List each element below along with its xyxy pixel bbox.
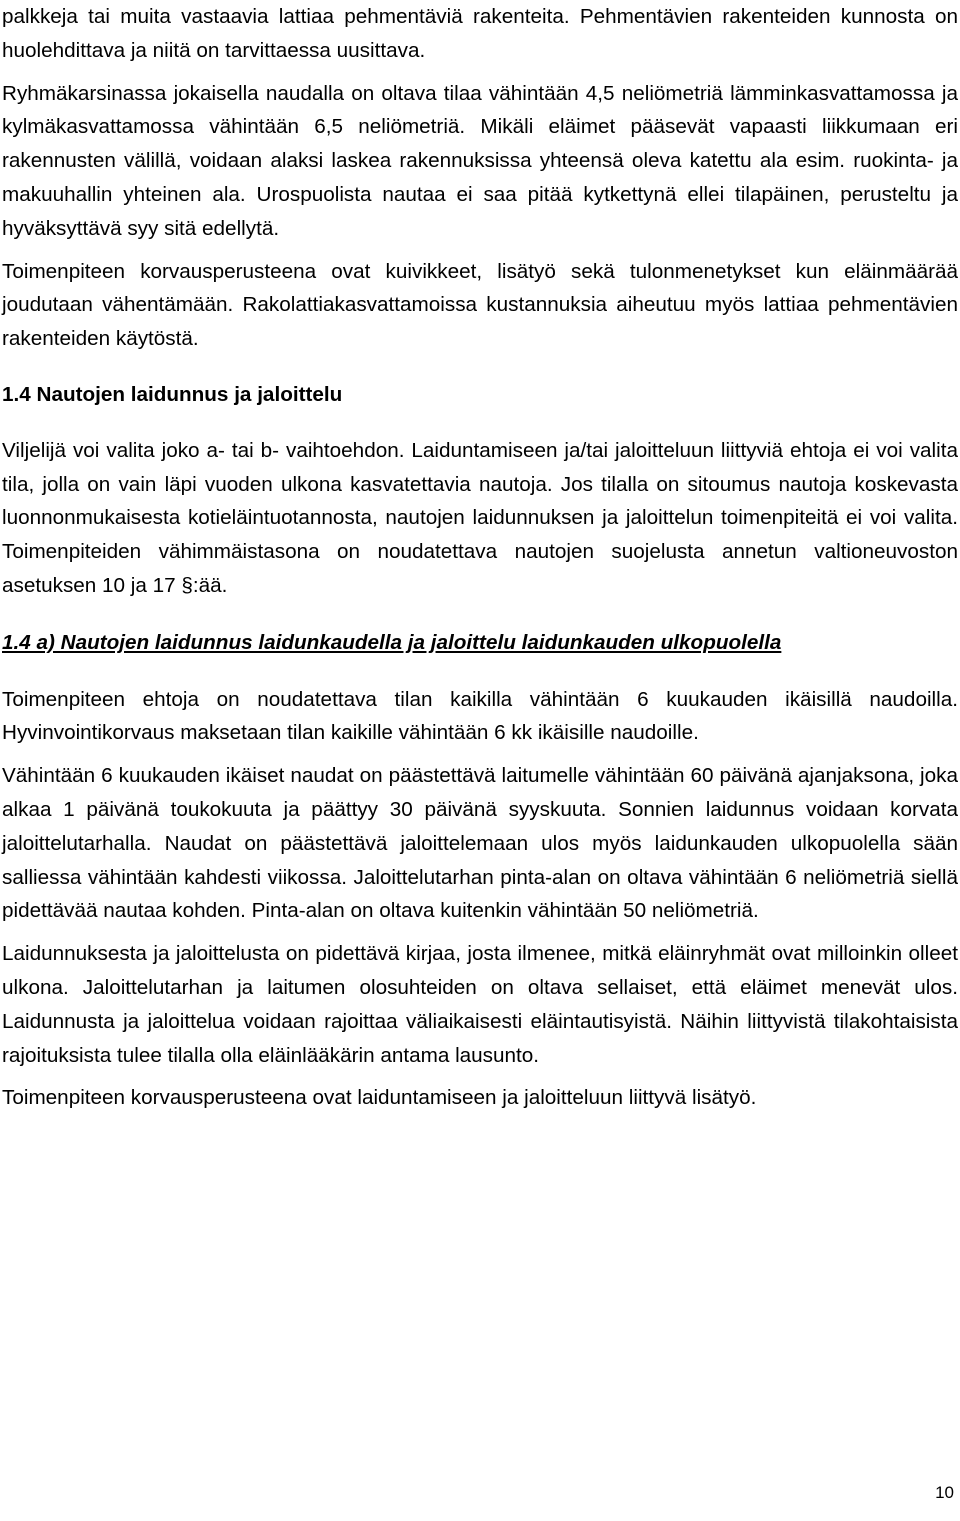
paragraph-record-keeping: Laidunnuksesta ja jaloittelusta on pidettävä kirjaa, josta ilmenee, mitkä eläinryhmät ovat milloinkin olleet ulkona. Jaloittelutarhan ja laitumen olosuhteiden on oltava sellaiset, että eläimet menevät ulos. Laidunnusta ja jaloittelua voidaan rajoittaa väliaikaisesti eläintautisyistä. Näihin liittyvistä tilakohtaisista rajoituksista tulee tilalla olla eläinlääkärin antama lausunto. xyxy=(2,942,958,1067)
paragraph-grazing-requirements: Vähintään 6 kuukauden ikäiset naudat on päästettävä laitumelle vähintään 60 päivänä ajanjaksona, joka alkaa 1 päivänä toukokuuta ja päättyy 30 päivänä syyskuuta. Sonnien laidunnus voidaan korvata jaloittelutarhalla. Naudat on päästettävä jaloittelemaan ulos myös laidunkauden ulkopuolella sään salliessa vähintään kahdesti viikossa. Jaloittelutarhan pinta-alan on oltava vähintään 6 neliömetriä siellä pidettävää nautaa kohden. Pinta-alan on oltava kuitenkin vähintään 50 neliömetriä. xyxy=(2,764,958,923)
document-page xyxy=(2,0,958,1115)
paragraph-compensation-grazing: Toimenpiteen korvausperusteena ovat laiduntamiseen ja jaloitteluun liittyvä lisätyö. xyxy=(2,1086,757,1110)
paragraph-softening-structures: palkkeja tai muita vastaavia lattiaa pehmentäviä rakenteita. Pehmentävien rakenteiden kunnosta on huolehdittava ja niitä on tarvittaessa uusittava. xyxy=(2,5,958,62)
page-number: 10 xyxy=(935,1483,954,1502)
paragraph-compensation-basis: Toimenpiteen korvausperusteena ovat kuivikkeet, lisätyö sekä tulonmenetykset kun eläinmäärää joudutaan vähentämään. Rakolattiakasvattamoissa kustannuksia aiheutuu myös lattiaa pehmentävien rakenteiden käytöstä. xyxy=(2,259,958,351)
section-heading-1-4a: 1.4 a) Nautojen laidunnus laidunkaudella ja jaloittelu laidunkauden ulkopuolella xyxy=(2,630,782,654)
paragraph-conditions-scope: Toimenpiteen ehtoja on noudatettava tilan kaikilla vähintään 6 kuukauden ikäisillä naudoilla. Hyvinvointikorvaus maksetaan tilan kaikille vähintään 6 kk ikäisille naudoille. xyxy=(2,687,958,745)
section-heading-1-4: 1.4 Nautojen laidunnus ja jaloittelu xyxy=(2,382,343,406)
paragraph-group-pen-area: Ryhmäkarsinassa jokaisella naudalla on oltava tilaa vähintään 4,5 neliömetriä lämminkasvattamossa ja kylmäkasvattamossa vähintään 6,5 neliömetriä. Mikäli eläimet pääsevät vapaasti liikkumaan eri rakennusten välillä, voidaan alaksi laskea rakennuksissa yhteensä oleva katettu ala esim. ruokinta- ja makuuhallin yhteinen ala. Urospuolista nautaa ei saa pitää kytkettynä ellei tilapäinen, perusteltu ja hyväksyttävä syy sitä edellytä. xyxy=(2,81,958,240)
paragraph-option-choice: Viljelijä voi valita joko a- tai b- vaihtoehdon. Laiduntamiseen ja/tai jaloitteluun liittyviä ehtoja ei voi valita tila, jolla on vain läpi vuoden ulkona kasvatettavia nautoja. Jos tilalla on sitoumus nautoja koskevasta luonnonmukaisesta kotieläintuotannosta, nautojen laidunnuksen ja jaloittelun toimenpiteitä ei voi valita. Toimenpiteiden vähimmäistasona on noudatettava nautojen suojelusta annetun valtioneuvoston asetuksen 10 ja 17 §:ää. xyxy=(2,438,958,597)
